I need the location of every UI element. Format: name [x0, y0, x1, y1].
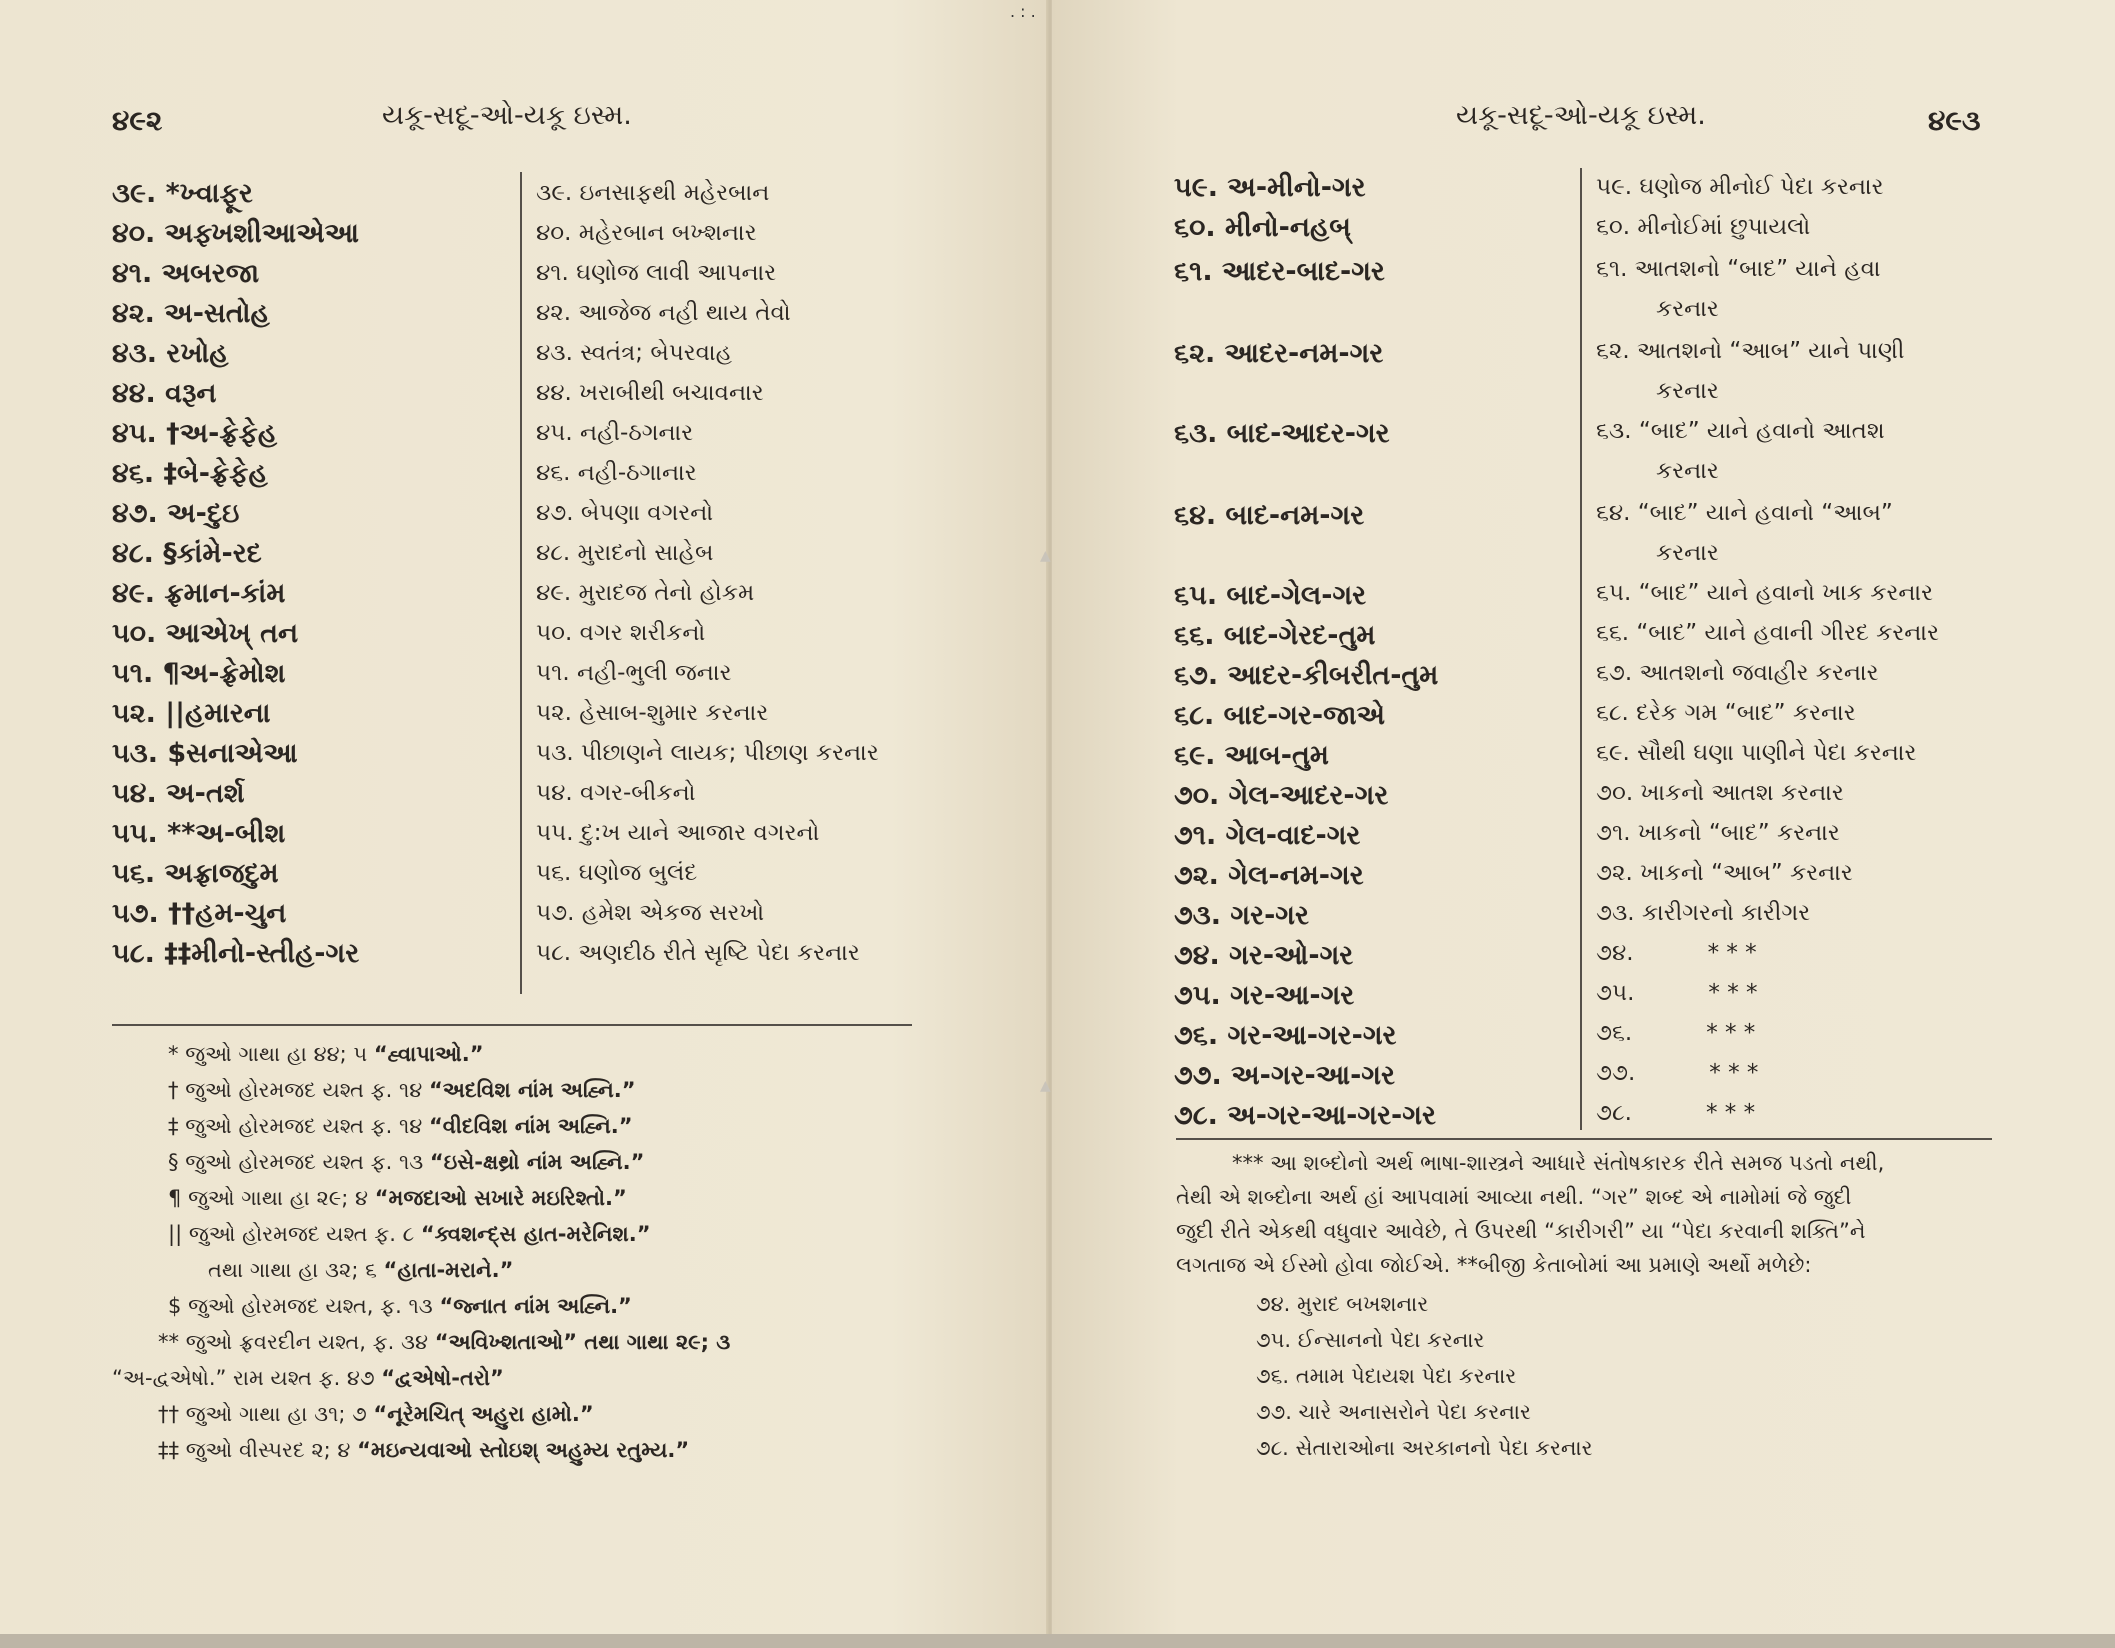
footnote: ** જુઓ ફ્રવરદીન યશ્ત, ફ. ૩૪ “અવિખ્શતાઓ” તથા ગાથા ૨૯; ૩	[158, 1330, 731, 1354]
alt-meaning-74: ૭૪. મુરાદ બખશનાર	[1256, 1292, 1429, 1316]
meaning-70: ૭૦. ખાકનો આતશ કરનાર	[1596, 780, 1844, 806]
meaning-61: ૬૧. આતશનો “બાદ” યાને હવા	[1596, 256, 1881, 282]
meaning-74: ૭૪. * * *	[1596, 940, 1757, 966]
term-54: ૫૪. અ-તર્શ	[112, 778, 245, 809]
term-65: ૬૫. બાદ-ગેલ-ગર	[1174, 580, 1367, 611]
footnote: † જુઓ હોરમજદ યશ્ત ફ. ૧૪ “અદવિશ નાંમ અહ્નિ.”	[168, 1078, 636, 1102]
meaning-67: ૬૭. આતશનો જવાહીર કરનાર	[1596, 660, 1879, 686]
meaning-59: ૫૯. ઘણોજ મીનોઈ પેદા કરનાર	[1596, 174, 1884, 200]
right-column-divider	[1580, 168, 1582, 1130]
note-line: જુદી રીતે એકથી વધુવાર આવેછે, તે ઉપરથી “કારીગરી” યા “પેદા કરવાની શક્તિ”ને	[1176, 1219, 1866, 1243]
alt-meaning-75: ૭૫. ઈન્સાનનો પેદા કરનાર	[1256, 1328, 1485, 1352]
term-77: ૭૭. અ-ગર-આ-ગર	[1174, 1060, 1395, 1091]
meaning-52: ૫૨. હેસાબ-શુમાર કરનાર	[536, 700, 769, 726]
right-footnote-rule	[1176, 1138, 1992, 1140]
meaning-56: ૫૬. ઘણોજ બુલંદ	[536, 860, 698, 886]
term-53: ૫૩. $સનાએઆ	[112, 738, 298, 769]
meaning-49: ૪૯. મુરાદજ તેનો હોકમ	[536, 580, 755, 606]
meaning-65: ૬૫. “બાદ” યાને હવાનો ખાક કરનાર	[1596, 580, 1934, 606]
term-43: ૪૩. રખોહ	[112, 338, 229, 369]
note-line: *** આ શબ્દોનો અર્થ ભાષા-શાસ્ત્રને આધારે સંતોષકારક રીતે સમજ પડતો નથી,	[1232, 1151, 1885, 1175]
meaning-69: ૬૯. સૌથી ઘણા પાણીને પેદા કરનાર	[1596, 740, 1917, 766]
term-72: ૭૨. ગેલ-નમ-ગર	[1174, 860, 1364, 891]
term-44: ૪૪. વરૂન	[112, 378, 217, 409]
gutter-marker-icon: ▲	[1040, 548, 1051, 564]
page-bottom-edge	[0, 1634, 2115, 1648]
term-68: ૬૮. બાદ-ગર-જાએ	[1174, 700, 1385, 731]
term-47: ૪૭. અ-દુઇ	[112, 498, 240, 529]
term-52: ૫૨. ||હમારના	[112, 698, 271, 729]
alt-meaning-76: ૭૬. તમામ પેદાયશ પેદા કરનાર	[1256, 1364, 1517, 1388]
term-48: ૪૮. §કાંમે-રદ	[112, 538, 262, 569]
term-40: ૪૦. અફ્ખશીઆએઆ	[112, 218, 359, 249]
meaning-66: ૬૬. “બાદ” યાને હવાની ગીરદ કરનાર	[1596, 620, 1939, 646]
term-61: ૬૧. આદર-બાદ-ગર	[1174, 256, 1385, 287]
term-55: ૫૫. **અ-બીશ	[112, 818, 286, 849]
footnote: તથા ગાથા હા ૩૨; ૬ “હાતા-મરાને.”	[208, 1258, 514, 1282]
meaning-53: ૫૩. પીછાણને લાયક; પીછાણ કરનાર	[536, 740, 879, 766]
right-page	[1052, 0, 2115, 1648]
meaning-44: ૪૪. ખરાબીથી બચાવનાર	[536, 380, 764, 406]
term-50: ૫૦. આએખ્ તન	[112, 618, 299, 649]
footnote: ‡ જુઓ હોરમજદ યશ્ત ફ. ૧૪ “વીદવિશ નાંમ અહ્નિ.”	[168, 1114, 633, 1138]
term-60: ૬૦. મીનો-નહબ્	[1174, 212, 1351, 243]
meaning-63-cont: કરનાર	[1656, 458, 1719, 484]
term-76: ૭૬. ગર-આ-ગર-ગર	[1174, 1020, 1397, 1051]
term-58: ૫૮. ‡‡મીનો-સ્તીહ-ગર	[112, 938, 360, 969]
meaning-64-cont: કરનાર	[1656, 540, 1719, 566]
footnote: ‡‡ જુઓ વીસ્પરદ ૨; ૪ “મઇન્યવાઓ સ્તોઇશ્ અહુમ્ય રતુમ્ય.”	[158, 1438, 690, 1462]
meaning-75: ૭૫. * * *	[1596, 980, 1758, 1006]
term-64: ૬૪. બાદ-નમ-ગર	[1174, 500, 1365, 531]
meaning-39: ૩૯. ઇનસાફથી મહેરબાન	[536, 180, 770, 206]
meaning-78: ૭૮. * * *	[1596, 1100, 1756, 1126]
meaning-41: ૪૧. ઘણોજ લાવી આપનાર	[536, 260, 777, 286]
meaning-46: ૪૬. નહી-ઠગાનાર	[536, 460, 697, 486]
meaning-72: ૭૨. ખાકનો “આબ” કરનાર	[1596, 860, 1853, 886]
term-74: ૭૪. ગર-ઓ-ગર	[1174, 940, 1354, 971]
meaning-60: ૬૦. મીનોઈમાં છુપાયલો	[1596, 214, 1811, 240]
meaning-54: ૫૪. વગર-બીકનો	[536, 780, 696, 806]
term-75: ૭૫. ગર-આ-ગર	[1174, 980, 1355, 1011]
note-line: તેથી એ શબ્દોના અર્થ હાં આપવામાં આવ્યા નથી. “ગર” શબ્દ એ નામોમાં જે જુદી	[1176, 1185, 1852, 1209]
meaning-55: ૫૫. દુ:ખ યાને આજાર વગરનો	[536, 820, 820, 846]
meaning-43: ૪૩. સ્વતંત્ર; બેપરવાહ	[536, 340, 732, 366]
term-46: ૪૬. ‡બે-ફ્રેફેહ	[112, 458, 268, 489]
meaning-71: ૭૧. ખાકનો “બાદ” કરનાર	[1596, 820, 1840, 846]
left-column-divider	[520, 172, 522, 994]
meaning-51: ૫૧. નહી-ભુલી જનાર	[536, 660, 732, 686]
footnote: †† જુઓ ગાથા હા ૩૧; ૭ “નૂરેમચિત્ અહુરા હામો.”	[158, 1402, 594, 1426]
meaning-63: ૬૩. “બાદ” યાને હવાનો આતશ	[1596, 418, 1885, 444]
term-63: ૬૩. બાદ-આદર-ગર	[1174, 418, 1390, 449]
meaning-73: ૭૩. કારીગરનો કારીગર	[1596, 900, 1811, 926]
term-49: ૪૯. ફ્રમાન-કાંમ	[112, 578, 286, 609]
meaning-42: ૪૨. આજેજ નહી થાય તેવો	[536, 300, 791, 326]
term-45: ૪૫. †અ-ફ્રેફેહ	[112, 418, 278, 449]
term-71: ૭૧. ગેલ-વાદ-ગર	[1174, 820, 1361, 851]
term-73: ૭૩. ગર-ગર	[1174, 900, 1309, 931]
footnote: * જુઓ ગાથા હા ૪૪; ૫ “હ્વાપાઓ.”	[168, 1042, 484, 1066]
term-57: ૫૭. ††હમ-ચુન	[112, 898, 287, 929]
term-51: ૫૧. ¶અ-ફ્રેમોશ	[112, 658, 286, 689]
meaning-48: ૪૮. મુરાદનો સાહેબ	[536, 540, 714, 566]
term-56: ૫૬. અફ્રાજદુમ	[112, 858, 279, 889]
meaning-68: ૬૮. દરેક ગમ “બાદ” કરનાર	[1596, 700, 1856, 726]
footnote: § જુઓ હોરમજદ યશ્ત ફ. ૧૩ “ઇસે-ક્ષથ્રો નાંમ અહ્નિ.”	[168, 1150, 645, 1174]
footnote: ¶ જુઓ ગાથા હા ૨૯; ૪ “મજદાઓ સખારે મઇરિશ્તો.”	[168, 1186, 627, 1210]
alt-meaning-77: ૭૭. ચારે અનાસરોને પેદા કરનાર	[1256, 1400, 1531, 1424]
footnote: $ જુઓ હોરમજદ યશ્ત, ફ. ૧૩ “જ્નાત નાંમ અહ્નિ.”	[168, 1294, 632, 1318]
meaning-40: ૪૦. મહેરબાન બખ્શનાર	[536, 220, 757, 246]
left-footnote-rule	[112, 1024, 912, 1026]
left-page-title: યકૂ-સદૂ-ઓ-યકૂ ઇસ્મ.	[382, 100, 632, 131]
meaning-45: ૪૫. નહી-ઠગનાર	[536, 420, 694, 446]
top-dots: . : .	[1010, 2, 1036, 21]
meaning-64: ૬૪. “બાદ” યાને હવાનો “આબ”	[1596, 500, 1893, 526]
right-page-title: યકૂ-સદૂ-ઓ-યકૂ ઇસ્મ.	[1456, 100, 1706, 131]
right-page-number: ૪૯૩	[1928, 104, 1981, 137]
meaning-62-cont: કરનાર	[1656, 378, 1719, 404]
term-69: ૬૯. આબ-તુમ	[1174, 740, 1329, 771]
gutter-marker-icon: ▲	[1040, 1078, 1051, 1094]
term-70: ૭૦. ગેલ-આદર-ગર	[1174, 780, 1389, 811]
term-42: ૪૨. અ-સતોહ	[112, 298, 270, 329]
meaning-61-cont: કરનાર	[1656, 296, 1719, 322]
footnote: || જુઓ હોરમજદ યશ્ત ફ. ૮ “ક્વશન્દ્સ હાત-મરેનિશ.”	[168, 1222, 651, 1246]
meaning-77: ૭૭. * * *	[1596, 1060, 1759, 1086]
meaning-57: ૫૭. હમેશ એકજ સરખો	[536, 900, 765, 926]
left-page	[0, 0, 1048, 1648]
footnote: “અ-દ્વએષો.” રામ યશ્ત ફ. ૪૭ “દ્વએષો-તરો”	[112, 1366, 504, 1390]
term-41: ૪૧. અબરજા	[112, 258, 260, 289]
meaning-76: ૭૬. * * *	[1596, 1020, 1756, 1046]
left-page-number: ૪૯૨	[112, 104, 163, 137]
term-78: ૭૮. અ-ગર-આ-ગર-ગર	[1174, 1100, 1436, 1131]
term-67: ૬૭. આદર-કીબરીત-તુમ	[1174, 660, 1439, 691]
meaning-47: ૪૭. બેપણા વગરનો	[536, 500, 714, 526]
term-66: ૬૬. બાદ-ગેરદ-તુમ	[1174, 620, 1376, 651]
alt-meaning-78: ૭૮. સેતારાઓના અરકાનનો પેદા કરનાર	[1256, 1436, 1593, 1460]
meaning-62: ૬૨. આતશનો “આબ” યાને પાણી	[1596, 338, 1905, 364]
term-59: ૫૯. અ-મીનો-ગર	[1174, 172, 1366, 203]
note-line: લગતાજ એ ઈસ્મો હોવા જોઈએ. **બીજી કેતાબોમાં આ પ્રમાણે અર્થો મળેછે:	[1176, 1253, 1812, 1277]
meaning-58: ૫૮. અણદીઠ રીતે સૃષ્ટિ પેદા કરનાર	[536, 940, 860, 966]
term-62: ૬૨. આદર-નમ-ગર	[1174, 338, 1384, 369]
term-39: ૩૯. *ખ્વાફૂર	[112, 178, 253, 209]
meaning-50: ૫૦. વગર શરીકનો	[536, 620, 706, 646]
